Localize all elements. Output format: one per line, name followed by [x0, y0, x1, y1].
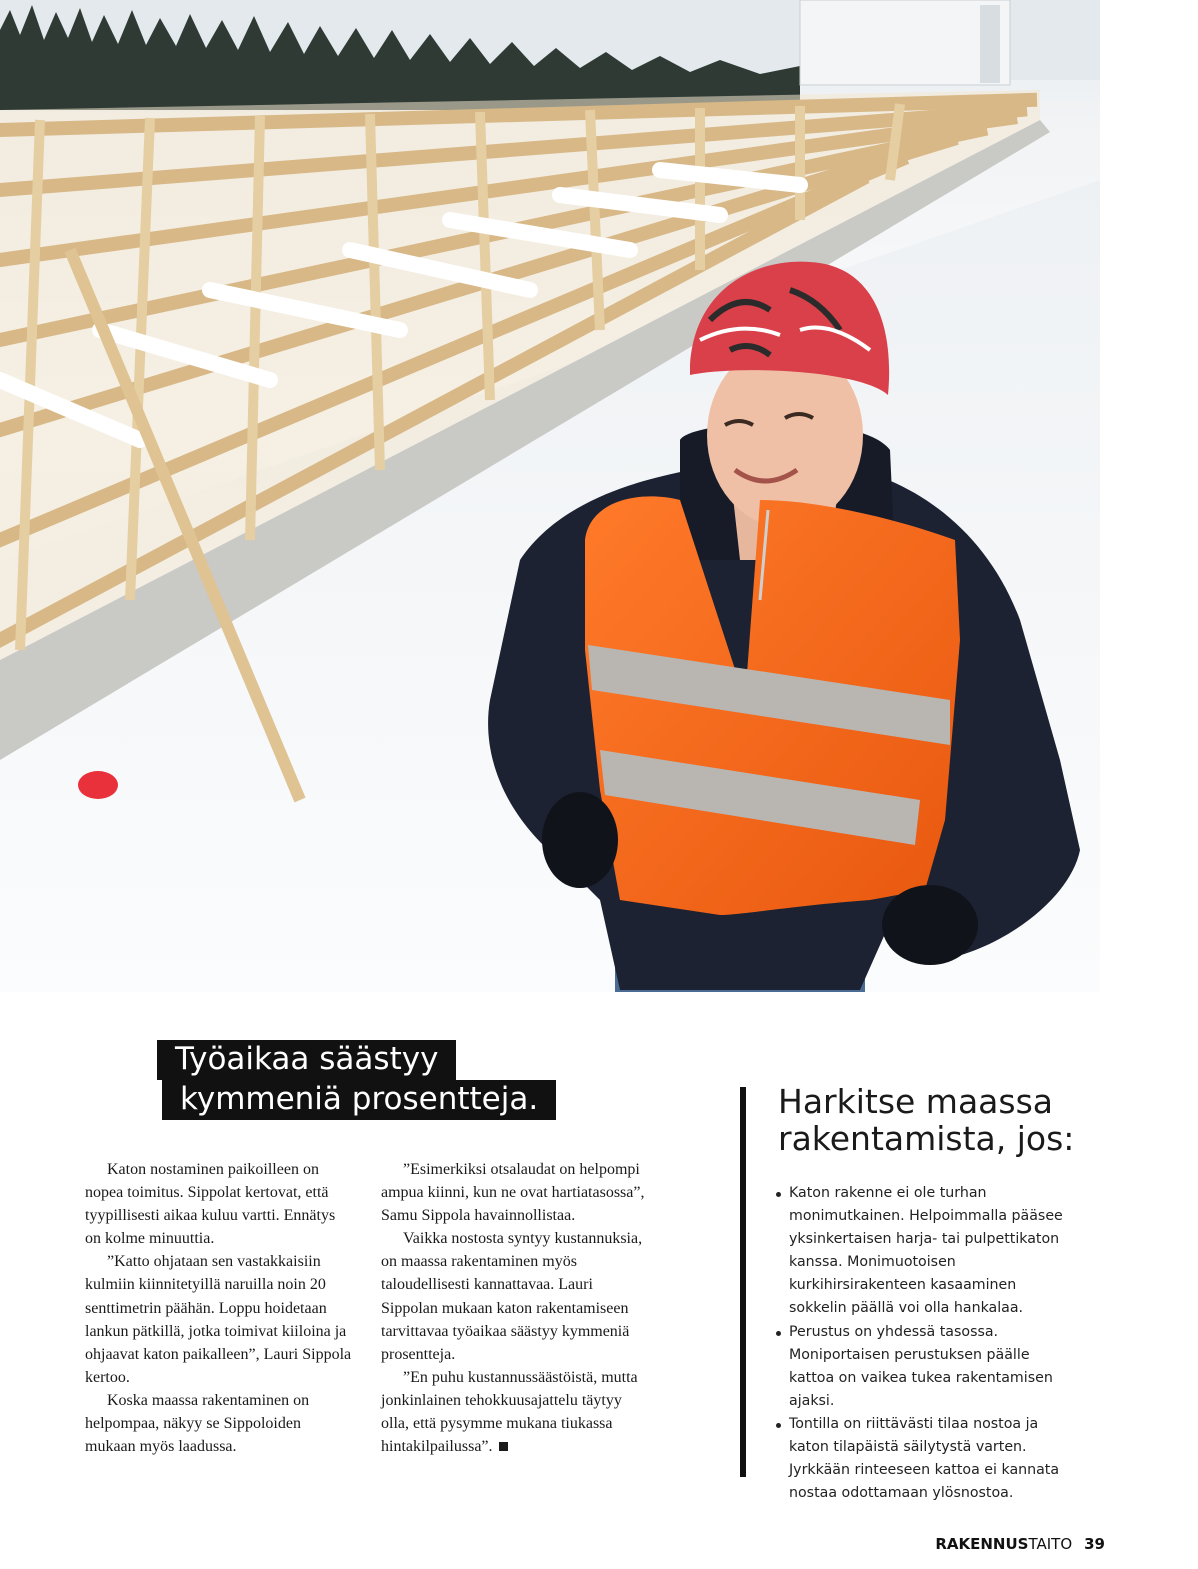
paragraph: ”Esimerkiksi otsalaudat on helpompi ampua kiinni, kun ne ovat hartiatasossa”, Samu Sippola havainnollistaa.: [381, 1161, 645, 1225]
headline-line-1: Työaikaa säästyy: [157, 1040, 456, 1080]
paragraph-text: ”En puhu kustannussäästöistä, mutta jonkinlainen tehokkuusajattelu täytyy olla, että pysymme mukana tiukassa hintakilpailussa”.: [381, 1368, 638, 1456]
page-number: 39: [1084, 1535, 1105, 1553]
headline-line-2: kymmeniä prosentteja.: [162, 1080, 556, 1120]
sidebox-title-line-2: rakentamista, jos:: [778, 1119, 1075, 1158]
paragraph: Koska maassa rakentaminen on helpompaa, näkyy se Sippoloiden mukaan myös laadussa.: [85, 1391, 310, 1456]
article-column-1: [85, 1158, 355, 1458]
building: [800, 0, 1010, 85]
paragraph: Katon nostaminen paikoilleen on nopea toimitus. Sippolat kertovat, että tyypillisesti aikaa kuluu vartti. Ennätys on kolme minuuttia.: [85, 1161, 336, 1248]
page-footer: [915, 1535, 1105, 1553]
red-cup: [78, 771, 118, 799]
sidebox-title: [778, 1083, 1098, 1157]
magazine-name-light: TAITO: [1028, 1535, 1073, 1553]
list-item: Perustus on yhdessä tasossa. Moniportaisen perustuksen päälle kattoa on vaikea tukea rakentamisen ajaksi.: [775, 1321, 1075, 1413]
list-item: Katon rakenne ei ole turhan monimutkainen. Helpoimmalla pääsee yksinkertaisen harja- tai pulpettikaton kanssa. Monimuotoisen kurkihirsirakenteen kasaaminen sokkelin päällä voi olla hankalaa.: [775, 1182, 1075, 1321]
paragraph: ”Katto ohjataan sen vastakkaisiin kulmiin kiinnitetyillä naruilla noin 20 senttimetrin päähän. Loppu hoidetaan lankun pätkillä, jotka toimivat kiiloina ja ohjaavat katon paikalleen”, Lauri Sippola kertoo.: [85, 1253, 352, 1386]
end-of-article-icon: [499, 1442, 508, 1451]
sidebox-list: [775, 1182, 1075, 1505]
list-item: Tontilla on riittävästi tilaa nostoa ja katon tilapäistä säilytystä varten. Jyrkkään rinteeseen kattoa ei kannata nostaa odottamaan ylösnostoa.: [775, 1413, 1075, 1505]
sidebox-accent-bar: [740, 1087, 746, 1477]
paragraph: Vaikka nostosta syntyy kustannuksia, on maassa rakentaminen myös taloudellisesti kannattavaa. Lauri Sippolan mukaan katon rakentamiseen tarvittavaa työaikaa säästyy kymmeniä prosentteja.: [381, 1230, 643, 1363]
article-column-2: [381, 1158, 651, 1458]
paragraph-last: [381, 1366, 651, 1458]
magazine-name-bold: RAKENNUS: [935, 1535, 1029, 1553]
article-headline: [157, 1040, 556, 1120]
sidebox-title-line-1: Harkitse maassa: [778, 1082, 1054, 1121]
